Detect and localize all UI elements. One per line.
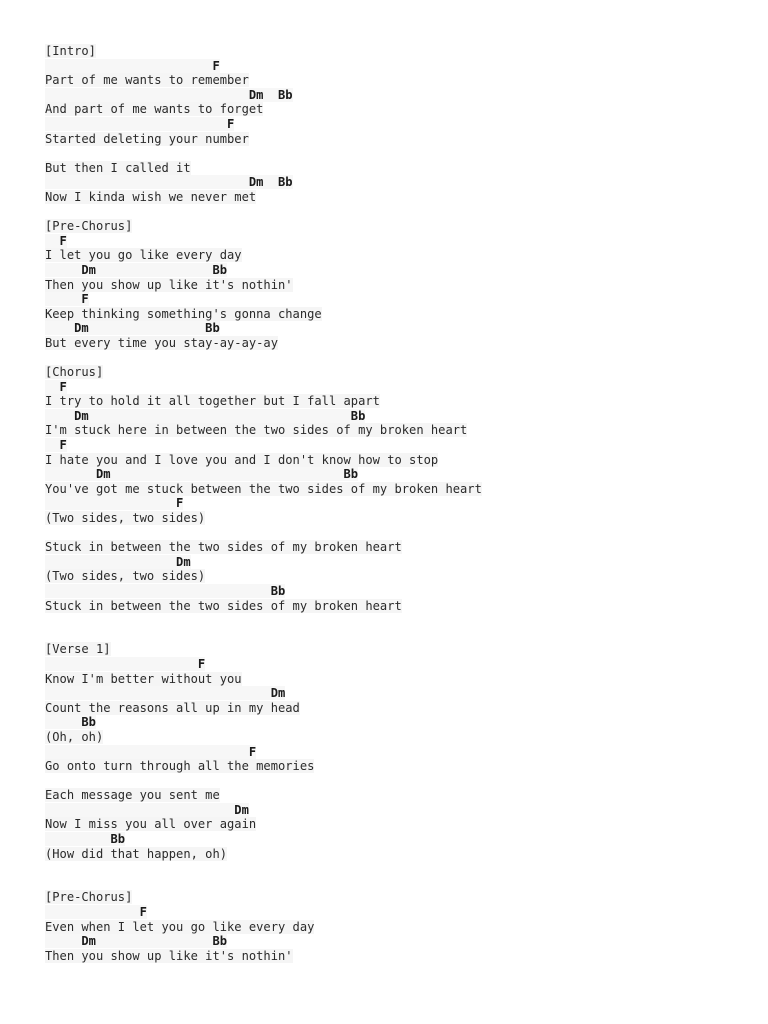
- lyric-text: (How did that happen, oh): [45, 846, 228, 861]
- lyric-line: [45, 307, 745, 322]
- chord-text: Dm Bb: [45, 175, 293, 190]
- lyric-text: [Intro]: [45, 44, 96, 58]
- chord-line: [45, 715, 745, 730]
- chord-text: F: [45, 292, 89, 307]
- chord-text: F: [45, 379, 67, 394]
- chord-line: [45, 657, 745, 672]
- chord-line: [45, 59, 745, 74]
- lyric-line: [45, 569, 745, 584]
- lyric-line: [45, 949, 745, 964]
- lyric-line: [45, 511, 745, 526]
- lyric-line: [45, 759, 745, 774]
- chord-line: [45, 321, 745, 336]
- chord-text: F: [45, 438, 67, 453]
- chord-line: [45, 555, 745, 570]
- chord-line: [45, 438, 745, 453]
- lyric-text: Each message you sent me: [45, 788, 220, 803]
- lyric-text: I'm stuck here in between the two sides of my broken heart: [45, 423, 468, 438]
- chord-line: [45, 745, 745, 760]
- lyric-line: [45, 161, 745, 176]
- chord-line: [45, 496, 745, 511]
- blank-line: [45, 613, 745, 628]
- lyric-text: [Pre-Chorus]: [45, 890, 133, 905]
- lyric-line: [45, 730, 745, 745]
- blank-line: [45, 628, 745, 643]
- chord-text: Bb: [45, 583, 286, 598]
- blank-line: [45, 861, 745, 876]
- lyric-line: [45, 73, 745, 88]
- lyric-text: Now I miss you all over again: [45, 817, 257, 832]
- lyric-text: Part of me wants to remember: [45, 73, 249, 88]
- blank-line: [45, 205, 745, 220]
- chord-text: F: [45, 233, 67, 248]
- chord-line: [45, 175, 745, 190]
- lyric-line: [45, 365, 745, 380]
- lyric-line: [45, 423, 745, 438]
- lyric-line: [45, 482, 745, 497]
- lyric-text: Then you show up like it's nothin': [45, 277, 293, 292]
- lyric-text: You've got me stuck between the two sides of my broken heart: [45, 481, 482, 496]
- blank-line: [45, 526, 745, 541]
- lyric-line: [45, 453, 745, 468]
- blank-line: [45, 350, 745, 365]
- chord-line: [45, 467, 745, 482]
- lyric-line: [45, 642, 745, 657]
- chord-text: Dm Bb: [45, 934, 228, 949]
- lyric-text: Go onto turn through all the memories: [45, 759, 315, 774]
- chord-text: F: [45, 58, 220, 73]
- lyric-text: (Oh, oh): [45, 729, 104, 744]
- blank-line: [45, 146, 745, 161]
- chord-line: [45, 292, 745, 307]
- blank-line: [45, 774, 745, 789]
- lyric-line: [45, 394, 745, 409]
- chord-text: Dm: [45, 686, 286, 701]
- lyric-text: Stuck in between the two sides of my broken heart: [45, 540, 402, 555]
- lyric-text: (Two sides, two sides): [45, 511, 206, 525]
- lyric-text: I try to hold it all together but I fall apart: [45, 394, 380, 409]
- lyric-text: [Verse 1]: [45, 642, 111, 657]
- chord-line: [45, 117, 745, 132]
- chord-text: F: [45, 744, 257, 759]
- lyric-text: Now I kinda wish we never met: [45, 189, 257, 204]
- lyric-text: But then I called it: [45, 160, 191, 175]
- lyric-text: Started deleting your number: [45, 131, 249, 146]
- chord-text: Dm Bb: [45, 467, 359, 482]
- lyric-line: [45, 847, 745, 862]
- lyric-line: [45, 102, 745, 117]
- lyric-text: [Pre-Chorus]: [45, 219, 133, 234]
- lyric-line: [45, 44, 745, 59]
- chord-line: [45, 234, 745, 249]
- chord-line: [45, 263, 745, 278]
- chord-text: F: [45, 656, 206, 671]
- lyric-text: But every time you stay-ay-ay-ay: [45, 335, 278, 350]
- chord-line: [45, 934, 745, 949]
- lyric-line: [45, 248, 745, 263]
- lyric-line: [45, 278, 745, 293]
- lyric-line: [45, 219, 745, 234]
- lyric-text: Then you show up like it's nothin': [45, 948, 293, 963]
- chord-text: Bb: [45, 715, 96, 730]
- chord-line: [45, 686, 745, 701]
- chord-line: [45, 832, 745, 847]
- chord-line: [45, 905, 745, 920]
- lyric-text: Keep thinking something's gonna change: [45, 306, 322, 321]
- chord-text: Dm Bb: [45, 262, 228, 277]
- lyric-text: Know I'm better without you: [45, 671, 242, 686]
- lyric-line: [45, 701, 745, 716]
- lyric-text: Even when I let you go like every day: [45, 919, 315, 934]
- chord-line: [45, 380, 745, 395]
- chord-text: Dm: [45, 554, 191, 569]
- lyric-line: [45, 672, 745, 687]
- lyric-text: Count the reasons all up in my head: [45, 700, 300, 715]
- lyric-line: [45, 817, 745, 832]
- lyric-line: [45, 132, 745, 147]
- chord-text: Dm Bb: [45, 408, 366, 423]
- lyric-text: [Chorus]: [45, 365, 104, 380]
- chord-text: F: [45, 116, 235, 131]
- chord-line: [45, 409, 745, 424]
- lyric-line: [45, 190, 745, 205]
- chord-text: F: [45, 905, 147, 920]
- chord-text: Bb: [45, 832, 126, 847]
- lyric-line: [45, 890, 745, 905]
- lyric-text: (Two sides, two sides): [45, 569, 206, 584]
- lyric-line: [45, 336, 745, 351]
- lyric-line: [45, 599, 745, 614]
- lyric-line: [45, 540, 745, 555]
- lyric-text: I hate you and I love you and I don't know how to stop: [45, 452, 439, 467]
- lyric-text: Stuck in between the two sides of my broken heart: [45, 598, 402, 613]
- chord-text: Dm: [45, 802, 249, 817]
- lyric-text: I let you go like every day: [45, 248, 242, 263]
- blank-line: [45, 876, 745, 891]
- lyric-text: And part of me wants to forget: [45, 102, 264, 117]
- chord-text: Dm Bb: [45, 321, 220, 336]
- lyric-line: [45, 788, 745, 803]
- lyric-line: [45, 920, 745, 935]
- chord-sheet: [45, 44, 745, 963]
- chord-line: [45, 584, 745, 599]
- chord-text: F: [45, 496, 184, 511]
- chord-line: [45, 88, 745, 103]
- chord-line: [45, 803, 745, 818]
- chord-text: Dm Bb: [45, 87, 293, 102]
